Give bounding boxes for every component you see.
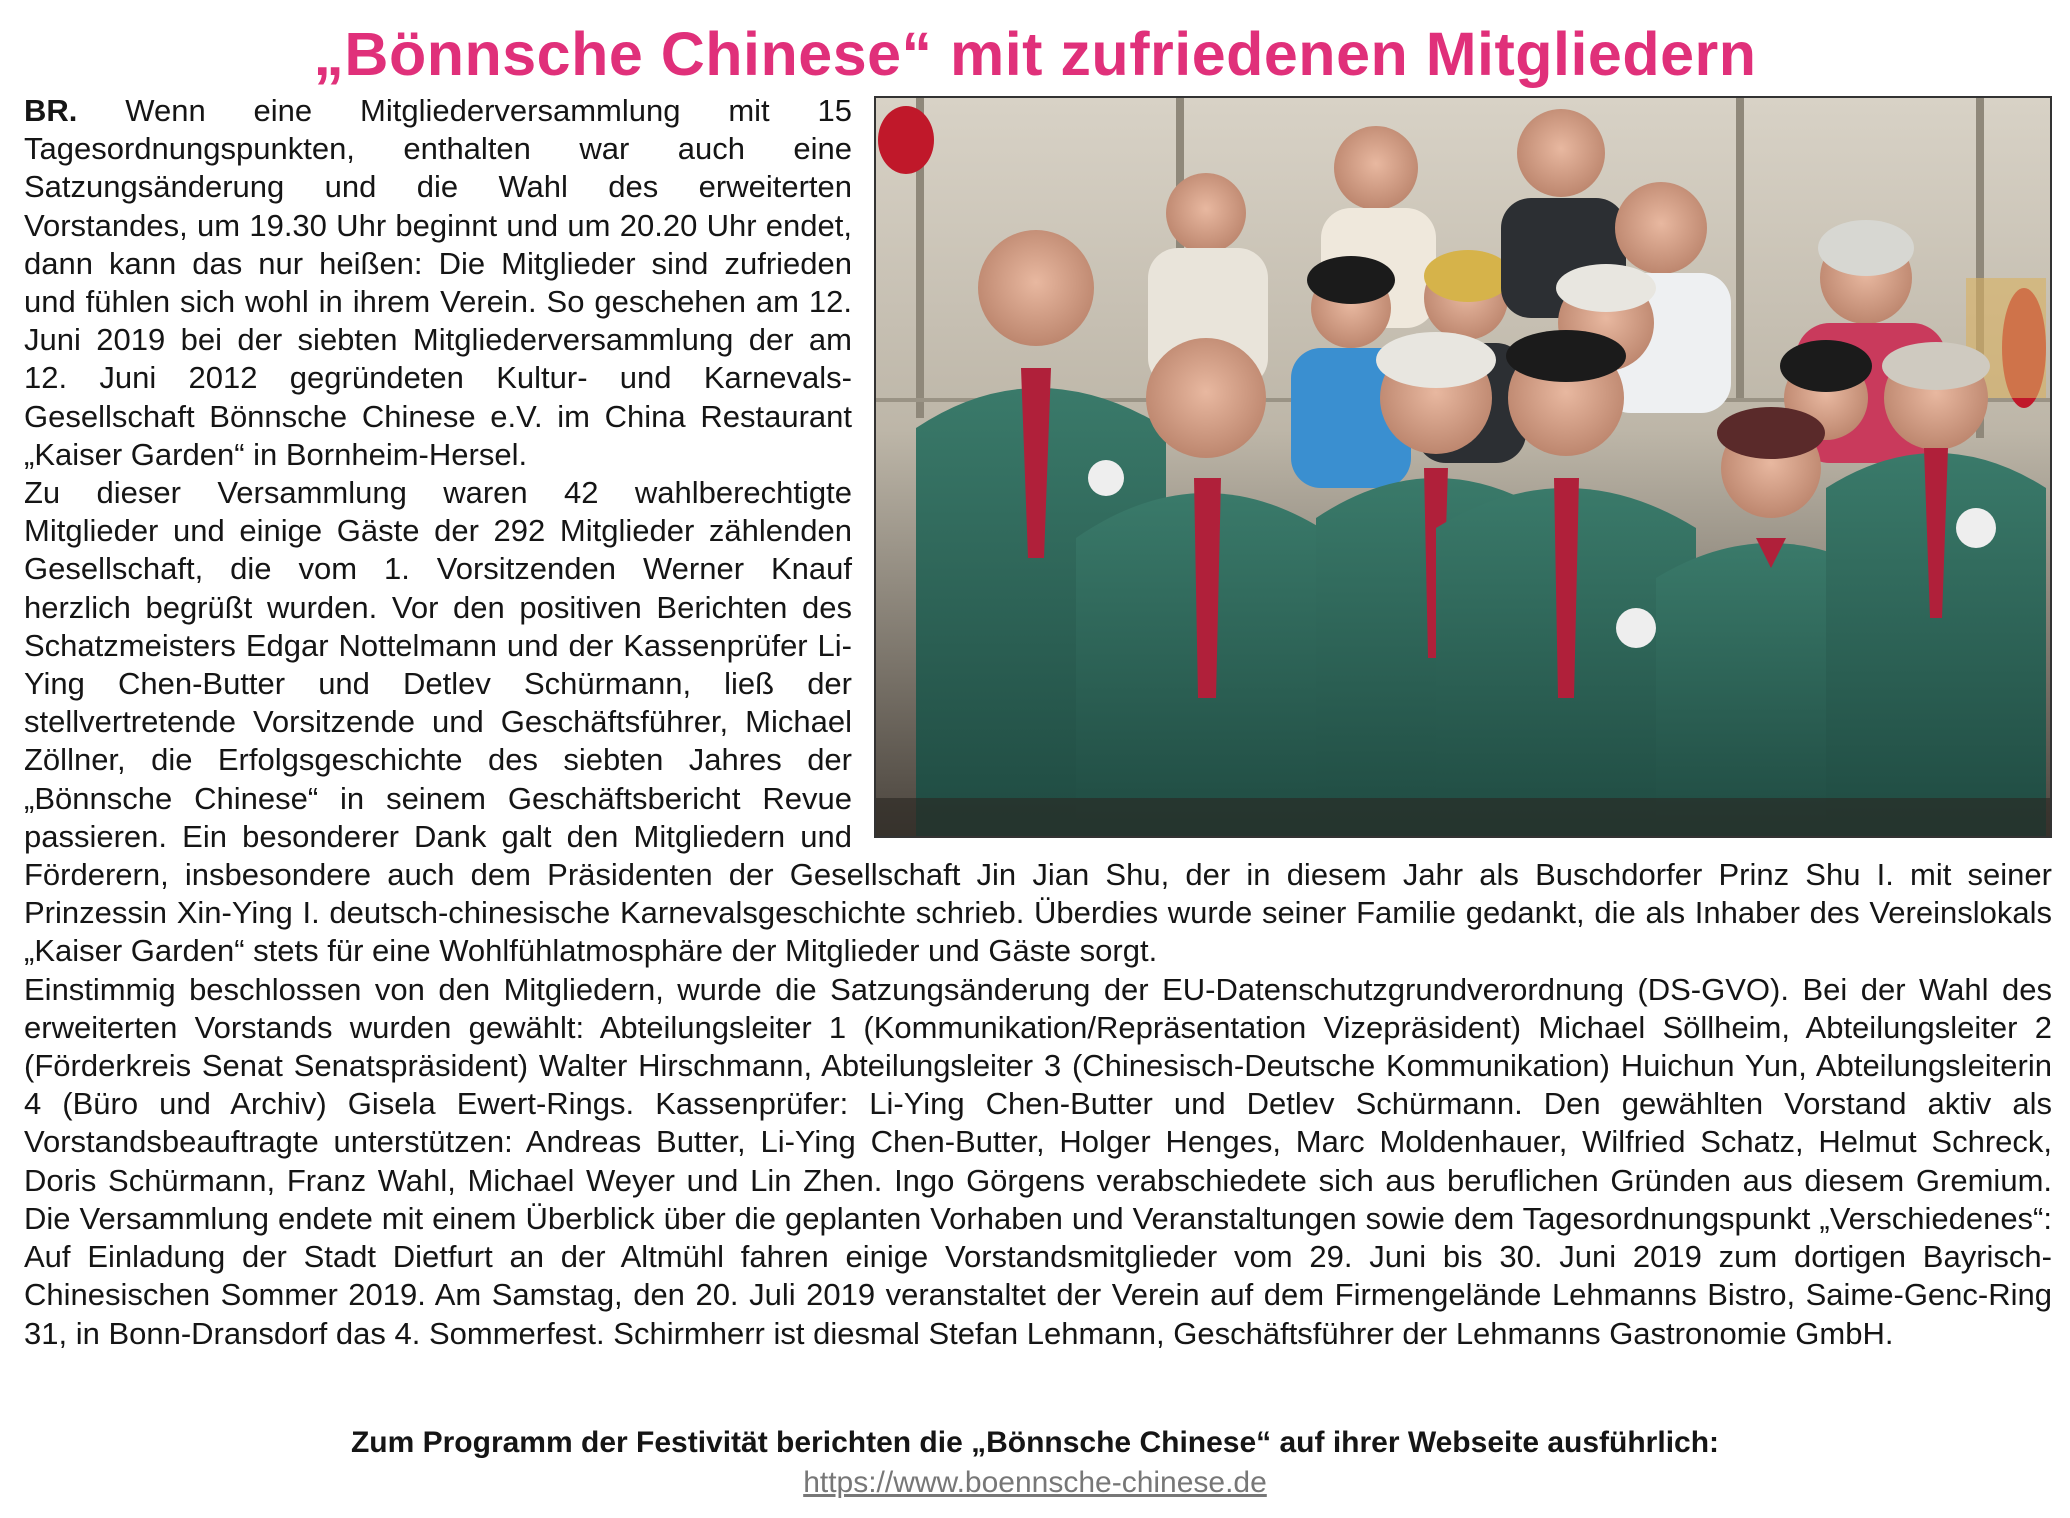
article-body (24, 92, 2052, 1353)
website-hint: Zum Programm der Festivität berichten die „Bönnsche Chinese“ auf ihrer Webseite ausführlich: (350, 1426, 1720, 1459)
website-link[interactable]: https://www.boennsche-chinese.de (803, 1466, 1267, 1499)
paragraph-2: Zu dieser Versammlung waren 42 wahlberechtigte Mitglieder und einige Gäste der 292 Mitglieder zählenden Gesellschaft, die vom 1. Vorsitzenden Werner Knauf herzlich begrüßt wurden. Vor den positiven Berichten des Schatzmeisters Edgar Nottelmann und der Kassenprüfer Li-Ying Chen-Butter und Detlev Schürmann, ließ der stellvertretende Vorsitzende und Geschäftsführer, Michael Zöllner, die Erfolgsgeschichte des siebten Jahres der „Bönnsche Chinese“ in seinem Geschäftsbericht Revue passieren. Ein besonderer Dank galt den Mitgliedern und Förderern, insbesondere auch dem Präsidenten der Gesellschaft Jin Jian Shu, der in diesem Jahr als Buschdorfer Prinz Shu I. mit seiner Prinzessin Xin-Ying I. deutsch-chinesische Karnevalsgeschichte schrieb. Überdies wurde seiner Familie gedankt, die als Inhaber des Vereinslokals „Kaiser Garden“ stets für eine Wohlfühlatmosphäre der Mitglieder und Gäste sorgt. (24, 475, 2052, 969)
lead-marker: BR. (24, 93, 78, 128)
headline: „Bönnsche Chinese“ mit zufriedenen Mitgliedern (313, 20, 1757, 88)
paragraph-1-text: Wenn eine Mitgliederversammlung mit 15 Tagesordnungspunkten, enthalten war auch eine Satzungsänderung und die Wahl des erweiterten Vorstandes, um 19.30 Uhr beginnt und um 20.20 Uhr endet, dann kann das nur heißen: Die Mitglieder sind zufrieden und fühlen sich wohl in ihrem Verein. So geschehen am 12. Juni 2019 bei der siebten Mitgliederversammlung der am 12. Juni 2012 gegründeten Kultur- und Karnevals-Gesellschaft Bönnsche Chinese e.V. im China Restaurant „Kaiser Garden“ in Bornheim-Hersel. (24, 93, 852, 472)
group-photo-icon (876, 98, 2050, 836)
paragraph-3: Einstimmig beschlossen von den Mitgliedern, wurde die Satzungsänderung der EU-Datenschutzgrundverordnung (DS-GVO). Bei der Wahl des erweiterten Vorstands wurden gewählt: Abteilungsleiter 1 (Kommunikation/Repräsentation Vizepräsident) Michael Söllheim, Abteilungsleiter 2 (Förderkreis Senat Senatspräsident) Walter Hirschmann, Abteilungsleiter 3 (Chinesisch-Deutsche Kommunikation) Huichun Yun, Abteilungsleiterin 4 (Büro und Archiv) Gisela Ewert-Rings. Kassenprüfer: Li-Ying Chen-Butter und Detlev Schürmann. Den gewählten Vorstand aktiv als Vorstandsbeauftragte unterstützen: Andreas Butter, Li-Ying Chen-Butter, Holger Henges, Marc Moldenhauer, Wilfried Schatz, Helmut Schreck, Doris Schürmann, Franz Wahl, Michael Weyer und Lin Zhen. Ingo Görgens verabschiedete sich aus beruflichen Gründen aus diesem Gremium. Die Versammlung endete mit einem Überblick über die geplanten Vorhaben und Veranstaltungen sowie dem Tagesordnungspunkt „Verschiedenes“: Auf Einladung der Stadt Dietfurt an der Altmühl fahren einige Vorstandsmitglieder vom 29. Juni bis 30. Juni 2019 zum dortigen Bayrisch-Chinesischen Sommer 2019. Am Samstag, den 20. Juli 2019 veranstaltet der Verein auf dem Firmengelände Lehmanns Bistro, Saime-Genc-Ring 31, in Bonn-Dransdorf das 4. Sommerfest. Schirmherr ist diesmal Stefan Lehmann, Geschäftsführer der Lehmanns Gastronomie GmbH. (24, 971, 2052, 1351)
group-photo (874, 96, 2052, 838)
